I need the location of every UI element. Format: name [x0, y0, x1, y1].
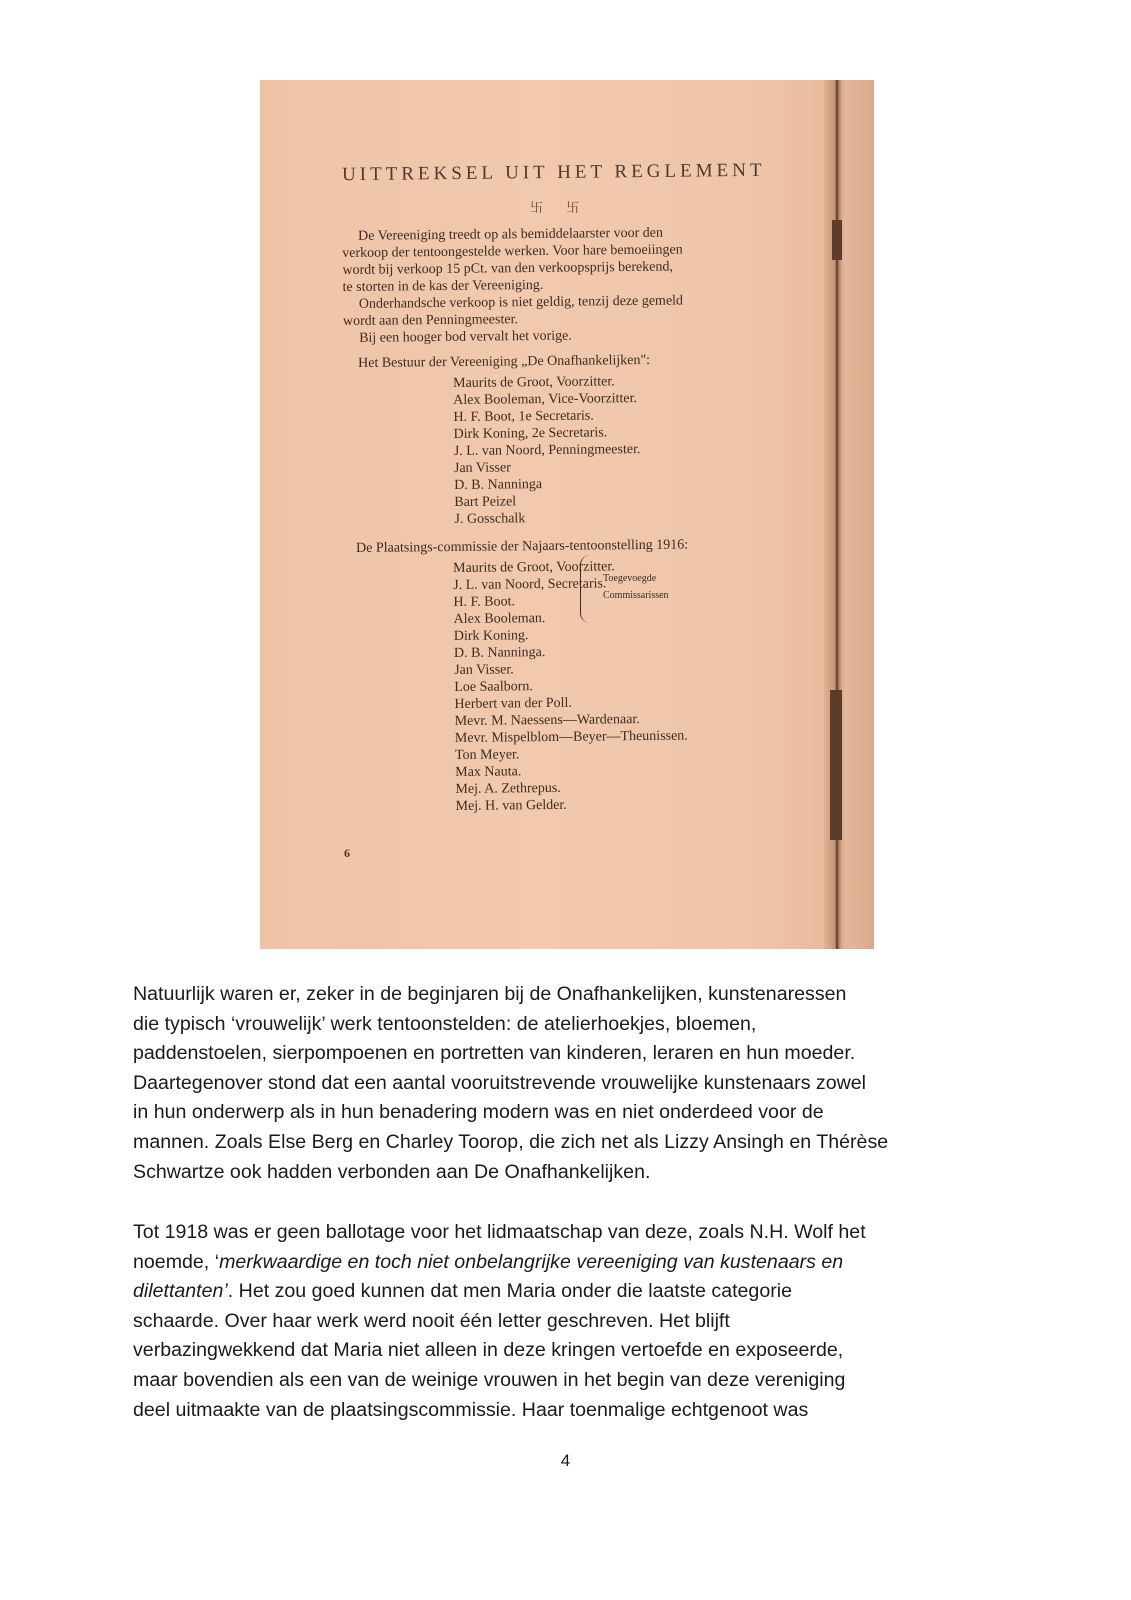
committee-member: J. L. van Noord, Secretaris.	[453, 576, 607, 593]
board-member: D. B. Nanninga	[454, 477, 543, 493]
paragraph-line: mannen. Zoals Else Berg en Charley Toorop, die zich net als Lizzy Ansingh en Thérèse	[133, 1130, 889, 1153]
committee-member: Ton Meyer.	[454, 747, 520, 763]
committee-member: Mevr. M. Naessens—Wardenaar.	[454, 712, 640, 729]
paragraph-line: in hun onderwerp als in hun benadering modern was en niet onderdeed voor de	[133, 1101, 824, 1124]
commissioners-label: Commissarissen	[603, 590, 669, 601]
paragraph-1	[133, 980, 993, 1187]
committee-member: D. B. Nanninga.	[453, 645, 546, 661]
board-list	[453, 373, 641, 528]
committee-heading: De Plaatsings-commissie der Najaars-tentoonstelling 1916:	[356, 537, 689, 556]
intro-line: wordt aan den Penningmeester.	[342, 312, 519, 329]
intro-line: verkoop der tentoongestelde werken. Voor hare bemoeiingen	[342, 242, 683, 261]
paragraph-line: Schwartze ook hadden verbonden aan De Onafhankelijken.	[133, 1160, 651, 1183]
ornament-icon: 卐 卐	[530, 200, 590, 215]
paragraph-line	[133, 1248, 993, 1278]
committee-member: Mevr. Mispelblom—Beyer—Theunissen.	[454, 728, 688, 746]
committee-member: H. F. Boot.	[453, 594, 516, 610]
board-member: Alex Booleman, Vice-Voorzitter.	[453, 391, 638, 408]
wolf-quote-end: dilettanten’	[133, 1280, 228, 1303]
committee-member: Alex Booleman.	[453, 611, 546, 627]
board-member: Maurits de Groot, Voorzitter.	[453, 374, 615, 391]
booklet-photo	[260, 80, 874, 949]
paragraph-line: die typisch ‘vrouwelijk’ werk tentoonstelden: de atelierhoekjes, bloemen,	[133, 1012, 757, 1035]
committee-member: Herbert van der Poll.	[454, 695, 573, 712]
booklet-title: UITTREKSEL UIT HET REGLEMENT	[341, 159, 766, 186]
intro-line: Bij een hooger bod vervalt het vorige.	[359, 328, 572, 346]
quote-tail: . Het zou goed kunnen dat men Maria onder die laatste categorie	[227, 1280, 793, 1303]
spine-tear	[830, 690, 842, 840]
spine-tear	[832, 220, 842, 260]
board-member: Dirk Koning, 2e Secretaris.	[453, 425, 608, 442]
paragraph-2	[133, 1218, 993, 1425]
intro-line: wordt bij verkoop 15 pCt. van den verkoopsprijs berekend,	[342, 259, 674, 278]
intro-line: Onderhandsche verkoop is niet geldig, tenzij deze gemeld	[358, 293, 684, 312]
intro-line: De Vereeniging treedt op als bemiddelaarster voor den	[358, 225, 664, 244]
committee-member: Loe Saalborn.	[454, 679, 533, 695]
intro-line: te storten in de kas der Vereeniging.	[342, 277, 544, 295]
committee-member: Dirk Koning.	[453, 628, 529, 644]
page-number: 4	[560, 1451, 571, 1470]
booklet-page	[260, 80, 820, 949]
paragraph-line: maar bovendien als een van de weinige vrouwen in het begin van deze vereniging	[133, 1368, 846, 1391]
commissioners-label: Toegevoegde	[603, 573, 657, 584]
paragraph-line: verbazingwekkend dat Maria niet alleen in deze kringen vertoefde en exposeerde,	[133, 1339, 844, 1362]
booklet-intro	[342, 224, 767, 347]
board-member: Jan Visser	[453, 460, 511, 476]
committee-member: Mej. A. Zethrepus.	[455, 780, 561, 797]
board-member: Bart Peizel	[454, 494, 517, 510]
quote-lead: noemde, ‘	[133, 1250, 220, 1273]
board-member: H. F. Boot, 1e Secretaris.	[453, 408, 594, 425]
committee-member: Max Nauta.	[455, 764, 522, 780]
board-heading: Het Bestuur der Vereeniging „De Onafhankelijken":	[358, 352, 651, 371]
paragraph-line: Daartegenover stond dat een aantal vooruitstrevende vrouwelijke kunstenaars zowel	[133, 1071, 867, 1094]
paragraph-line: Natuurlijk waren er, zeker in de beginjaren bij de Onafhankelijken, kunstenaressen	[133, 983, 847, 1005]
board-member: J. Gosschalk	[454, 511, 526, 527]
paragraph-line: paddenstoelen, sierpompoenen en portretten van kinderen, leraren en hun moeder.	[133, 1042, 856, 1065]
booklet-page-number: 6	[344, 846, 350, 860]
paragraph-line	[133, 1277, 993, 1307]
wolf-quote: merkwaardige en toch niet onbelangrijke vereeniging van kustenaars en	[219, 1250, 844, 1273]
paragraph-line: schaarde. Over haar werk werd nooit één letter geschreven. Het blijft	[133, 1309, 730, 1332]
committee-list	[453, 558, 689, 815]
committee-member: Mej. H. van Gelder.	[455, 797, 567, 814]
committee-member: Jan Visser.	[454, 662, 514, 678]
paragraph-line: Tot 1918 was er geen ballotage voor het lidmaatschap van deze, zoals N.H. Wolf het	[133, 1221, 866, 1243]
paragraph-line: deel uitmaakte van de plaatsingscommissie. Haar toenmalige echtgenoot was	[133, 1398, 809, 1421]
committee-member: Maurits de Groot, Voorzitter.	[453, 559, 615, 576]
board-member: J. L. van Noord, Penningmeester.	[453, 442, 641, 459]
